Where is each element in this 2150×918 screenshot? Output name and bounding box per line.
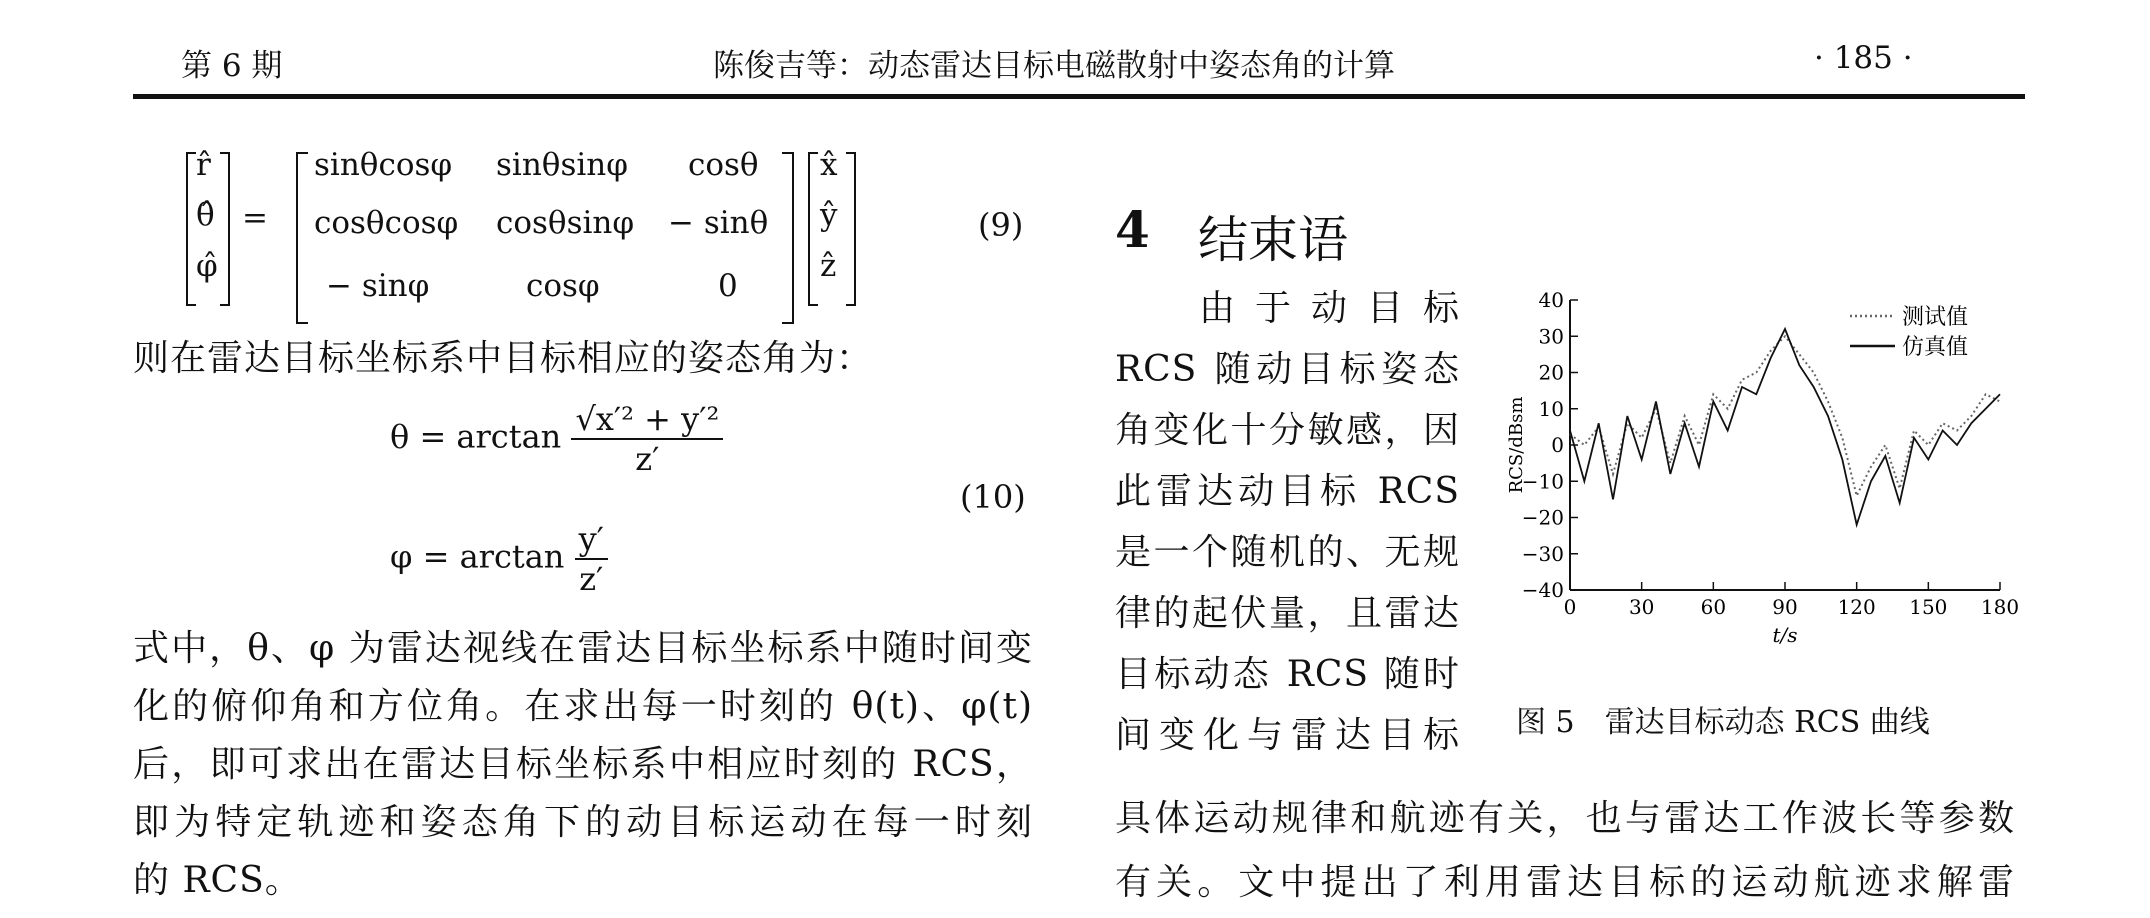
theta-numerator: √x′² + y′² <box>575 400 720 438</box>
rhs-z: ẑ <box>820 248 837 284</box>
page-number: · 185 · <box>1814 40 1913 76</box>
wrap-line: RCS 随动目标姿态 <box>1115 349 1460 390</box>
header-rule <box>133 94 2025 99</box>
m21: cosθcosφ <box>314 205 459 241</box>
rhs-left-bracket <box>808 152 818 306</box>
matrix-right-bracket <box>782 152 794 324</box>
phi-numerator: y′ <box>578 520 604 558</box>
wrap-line: 此雷达动目标 RCS <box>1115 471 1460 512</box>
m12: sinθsinφ <box>496 147 628 183</box>
y-tick-label: 30 <box>1538 324 1564 349</box>
full-paragraph <box>1115 790 2015 918</box>
rhs-y: ŷ <box>820 197 838 233</box>
wrapped-paragraph <box>1115 280 1460 768</box>
m13: cosθ <box>688 147 759 183</box>
equation-9-number: (9) <box>978 206 1024 244</box>
section-number: 4 <box>1115 200 1150 259</box>
full-line: 有关。文中提出了利用雷达目标的运动航迹求解雷 <box>1115 862 2015 903</box>
equals-sign: = <box>242 200 268 236</box>
phi-lhs: φ = arctan <box>390 537 565 576</box>
y-tick-label: −10 <box>1521 469 1564 494</box>
wrap-line: 角变化十分敏感，因 <box>1115 410 1460 451</box>
lhs-left-bracket <box>186 152 196 306</box>
theta-equation <box>390 400 723 478</box>
figure-caption: 图 5 雷达目标动态 RCS 曲线 <box>1516 705 1930 740</box>
intro-line: 则在雷达目标坐标系中目标相应的姿态角为： <box>133 338 874 379</box>
y-tick-label: −40 <box>1521 578 1564 602</box>
wrap-line: 间变化与雷达目标 <box>1115 715 1460 756</box>
paragraph-line: 式中，θ、φ 为雷达视线在雷达目标坐标系中随时间变 <box>133 628 1033 669</box>
y-tick-label: 0 <box>1551 433 1564 457</box>
wrap-line: 由 于 动 目 标 <box>1199 288 1460 329</box>
paragraph-line: 即为特定轨迹和姿态角下的动目标运动在每一时刻 <box>133 802 1033 843</box>
wrap-line: 目标动态 RCS 随时 <box>1115 654 1460 695</box>
x-axis-label: t/s <box>1772 623 1798 647</box>
theta-denominator: z′ <box>571 438 723 478</box>
running-title: 陈俊吉等：动态雷达目标电磁散射中姿态角的计算 <box>713 48 1395 84</box>
series-line-measured <box>1570 336 2000 496</box>
rcs-chart <box>1490 280 2030 670</box>
phi-denominator: z′ <box>575 558 608 598</box>
matrix-left-bracket <box>296 152 308 324</box>
m32: cosφ <box>526 268 600 304</box>
lhs-theta: θ̂ <box>196 197 215 233</box>
lhs-r: r̂ <box>196 147 211 183</box>
left-paragraph <box>133 620 1033 910</box>
x-tick-label: 150 <box>1909 595 1948 619</box>
paragraph-line: 后，即可求出在雷达目标坐标系中相应时刻的 RCS， <box>133 744 1033 785</box>
legend-label: 测试值 <box>1902 305 1969 330</box>
m23: − sinθ <box>668 205 769 241</box>
wrap-line: 是一个随机的、无规 <box>1115 532 1460 573</box>
m22: cosθsinφ <box>496 205 635 241</box>
legend-label: 仿真值 <box>1902 335 1969 360</box>
y-tick-label: 40 <box>1538 288 1564 312</box>
phi-equation <box>390 520 608 598</box>
x-tick-label: 120 <box>1837 595 1876 619</box>
x-tick-label: 60 <box>1700 595 1727 619</box>
m11: sinθcosφ <box>314 147 453 183</box>
theta-lhs: θ = arctan <box>390 417 562 456</box>
lhs-right-bracket <box>220 152 230 306</box>
paragraph-line: 的 RCS。 <box>133 860 302 901</box>
full-line: 具体运动规律和航迹有关，也与雷达工作波长等参数 <box>1115 798 2015 839</box>
lhs-phi: φ̂ <box>196 248 218 284</box>
theta-fraction <box>571 400 723 478</box>
section-title: 结束语 <box>1198 211 1348 269</box>
x-tick-label: 90 <box>1772 595 1798 619</box>
journal-issue: 第 6 期 <box>181 48 283 84</box>
phi-fraction <box>575 520 608 598</box>
equation-10-number: (10) <box>960 478 1026 516</box>
y-tick-label: 10 <box>1538 396 1564 421</box>
wrap-line: 律的起伏量，且雷达 <box>1115 593 1460 634</box>
rhs-x: x̂ <box>820 147 838 183</box>
x-tick-label: 0 <box>1563 595 1577 619</box>
y-axis-label: RCS/dBsm <box>1506 396 1527 494</box>
m33: 0 <box>718 268 738 304</box>
y-tick-label: 20 <box>1538 360 1564 385</box>
paragraph-line: 化的俯仰角和方位角。在求出每一时刻的 θ(t)、φ(t) <box>133 686 1033 727</box>
y-tick-label: −30 <box>1521 541 1564 566</box>
rhs-right-bracket <box>846 152 856 306</box>
x-tick-label: 30 <box>1628 595 1655 619</box>
y-tick-label: −20 <box>1521 505 1564 530</box>
m31: − sinφ <box>326 268 430 304</box>
chart-legend <box>1850 305 1968 360</box>
x-tick-label: 180 <box>1980 595 2020 619</box>
